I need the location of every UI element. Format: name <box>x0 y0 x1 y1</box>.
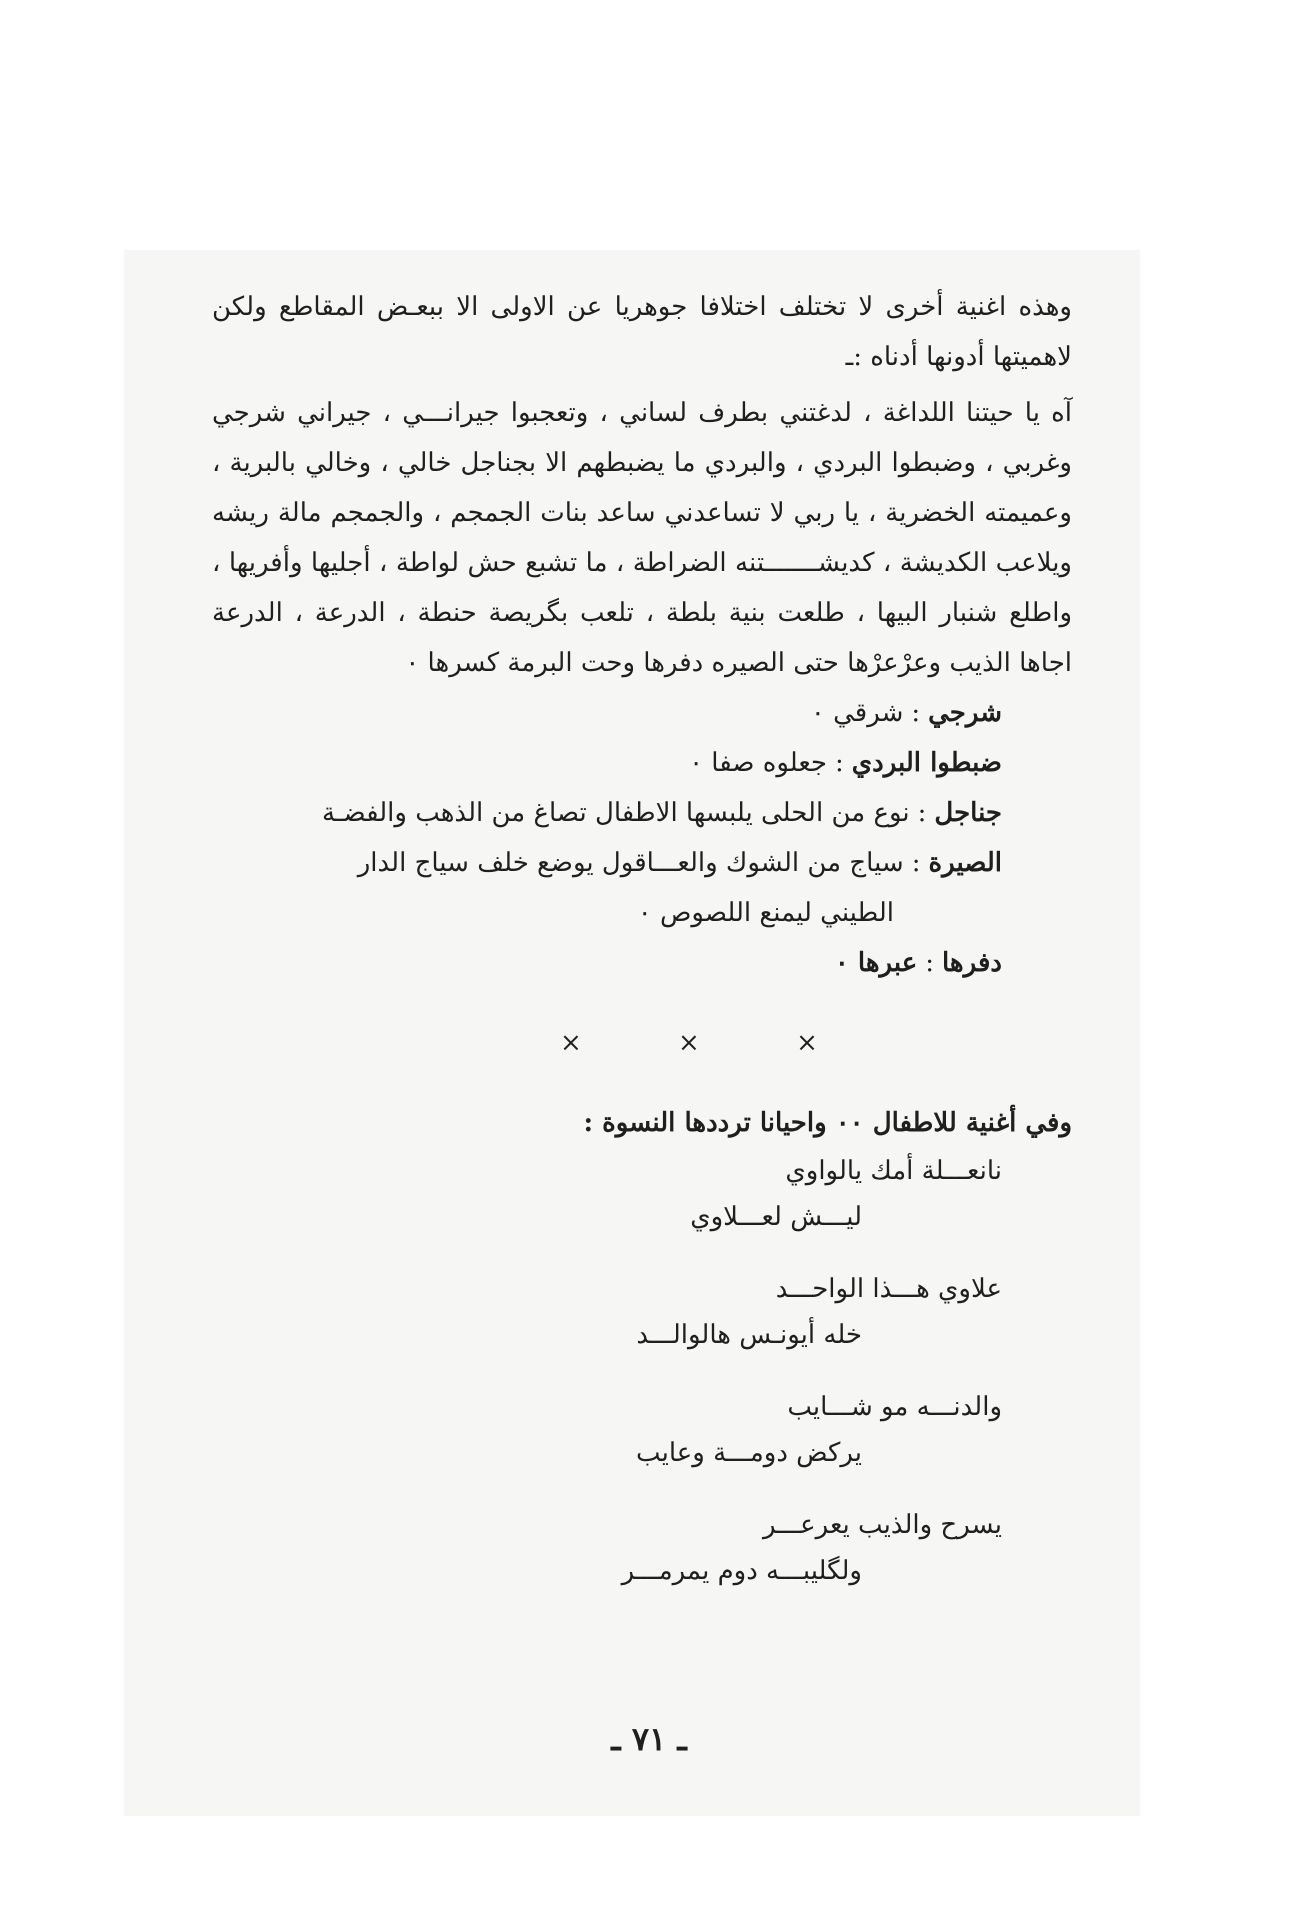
song-verse: ليـــش لعـــلاوي <box>690 1202 862 1232</box>
glossary <box>212 688 1002 988</box>
page-body <box>212 282 1072 1620</box>
song-intro: وفي أغنية للاطفال ٠٠ واحيانا ترددها النسوة : <box>583 1108 1072 1138</box>
glossary-entry: دفرها:عبرها ٠ <box>834 948 1002 978</box>
song-verse: يركض دومـــة وعايب <box>636 1438 862 1468</box>
song-stanza <box>212 1384 1002 1476</box>
children-song <box>212 1148 1002 1594</box>
glossary-definition: سياج من الشوك والعـــاقول يوضع خلف سياج الدار <box>357 848 904 878</box>
section-divider: × × × <box>560 1028 862 1058</box>
song-stanza <box>212 1148 1002 1240</box>
glossary-term: جناجل <box>934 798 1002 828</box>
glossary-definition: جعلوه صفا ٠ <box>689 748 827 778</box>
glossary-term: الصيرة <box>928 848 1002 878</box>
intro-paragraph: وهذه اغنية أخرى لا تختلف اختلافا جوهريا عن الاولى الا ببعـض المقاطع ولكن لاهميتها أدونها أدناه :ـ <box>212 292 1072 372</box>
glossary-entry: شرجي:شرقي ٠ <box>810 698 1002 728</box>
song-verse: نانعـــلة أمك يالواوي <box>785 1156 1002 1186</box>
glossary-entry: ضبطوا البردي:جعلوه صفا ٠ <box>689 748 1002 778</box>
glossary-definition: نوع من الحلى يلبسها الاطفال تصاغ من الذهب والفضـة <box>321 798 910 828</box>
song-verse: خله أيونـس هالوالـــد <box>636 1320 862 1350</box>
glossary-definition: شرقي ٠ <box>810 698 904 728</box>
song-verse: ولگليبـــه دوم يمرمـــر <box>621 1556 862 1586</box>
glossary-definition-continued: الطيني ليمنع اللصوص ٠ <box>637 898 894 928</box>
page-number: ـ ٧١ ـ <box>611 1720 687 1758</box>
glossary-term: دفرها <box>942 948 1002 978</box>
glossary-term: شرجي <box>928 698 1002 728</box>
song-passage: آه يا حيتنا اللداغة ، لدغتني بطرف لساني ، وتعجبوا جيرانـــي ، جيراني شرجي وغربي ، وضبطوا البردي ، والبردي ما يضبطهم الا بجناجل خالي ، وخالي بالبرية ، وعميمته الخضرية ، يا ربي لا تساعدني ساعد بنات الجمجم ، والجمجم مالة ريشه ويلاعب الكديشة ، كديشـــــــتنه الضراطة ، ما تشبع حش لواطة ، أجليها وأفريها ، واطلع شنبار البيها ، طلعت بنية بلطة ، تلعب بگريصة حنطة ، الدرعة ، الدرعة اجاها الذيب وعرْعرْها حتى الصيره دفرها وحت البرمة كسرها ٠ <box>212 398 1072 678</box>
song-verse: علاوي هـــذا الواحـــد <box>775 1274 1002 1304</box>
song-stanza <box>212 1502 1002 1594</box>
song-stanza <box>212 1266 1002 1358</box>
glossary-entry: جناجل:نوع من الحلى يلبسها الاطفال تصاغ من الذهب والفضـة <box>321 798 1002 828</box>
song-verse: يسرح والذيب يعرعـــر <box>762 1510 1002 1540</box>
glossary-entry: الصيرة:سياج من الشوك والعـــاقول يوضع خلف سياج الدار الطيني ليمنع اللصوص ٠ <box>212 838 1002 938</box>
song-verse: والدنـــه مو شـــايب <box>787 1392 1002 1422</box>
glossary-definition: عبرها ٠ <box>834 948 918 978</box>
glossary-term: ضبطوا البردي <box>851 748 1002 778</box>
